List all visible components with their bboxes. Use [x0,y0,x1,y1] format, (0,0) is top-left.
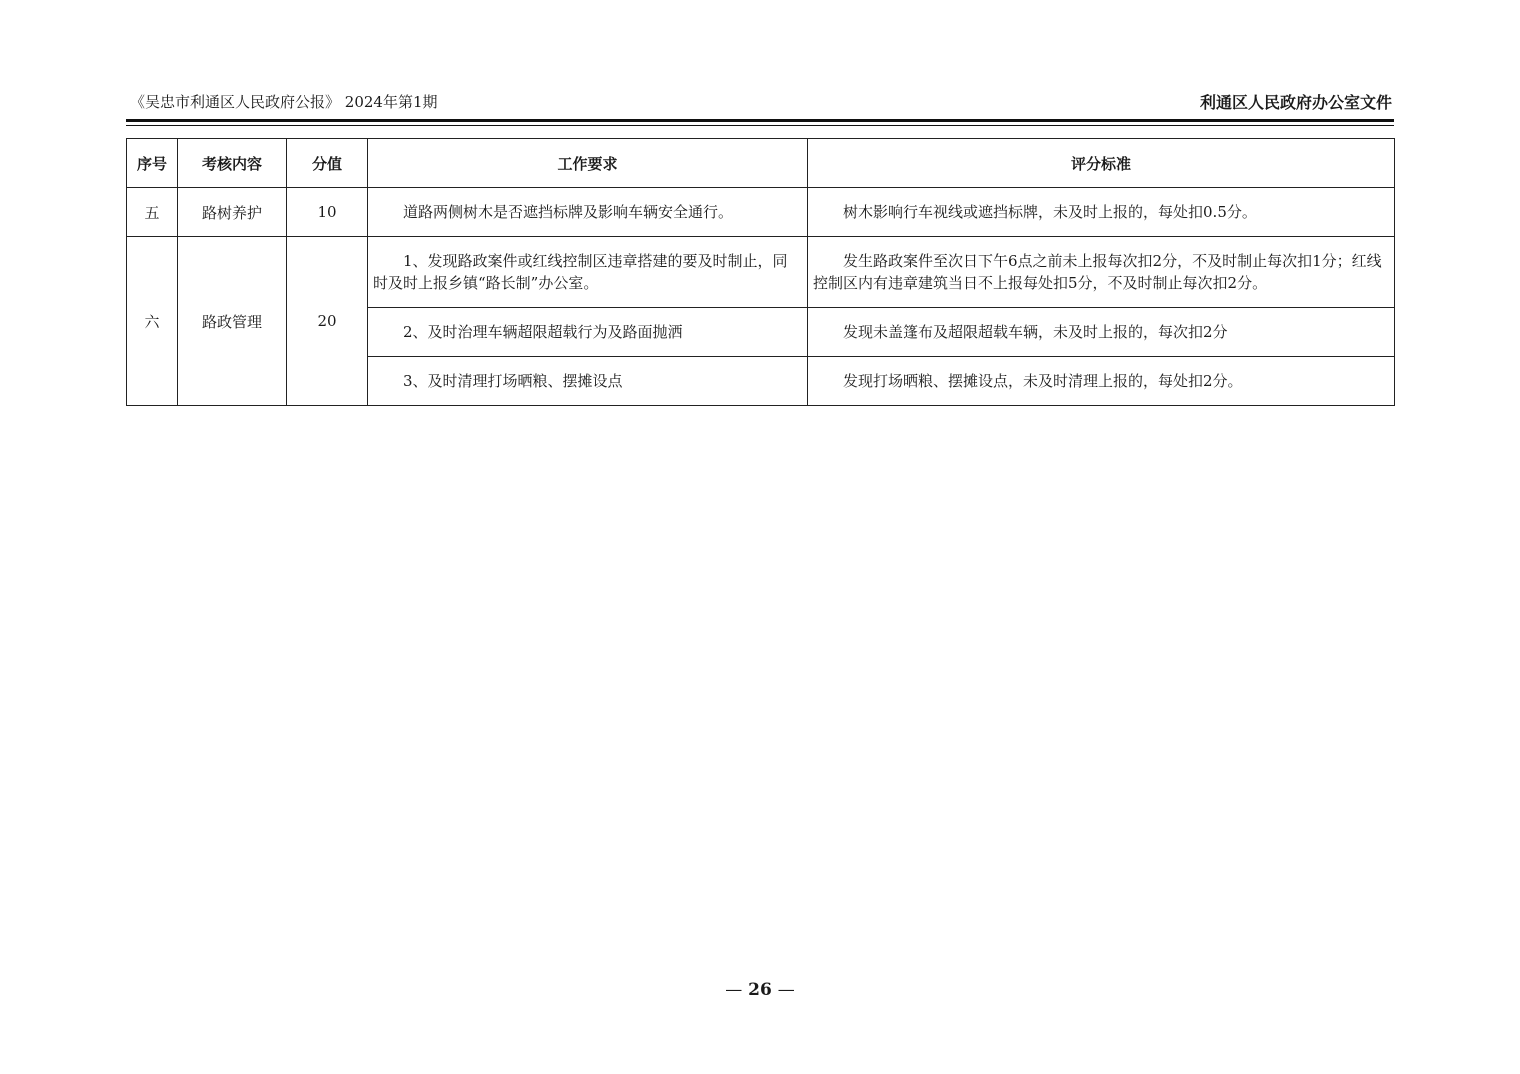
row-standard [808,308,1395,357]
page-number [0,980,1520,1000]
row-number: 六 [127,237,178,406]
standard-text: 发现未盖篷布及超限超载车辆，未及时上报的，每次扣2分 [843,323,1228,341]
row-requirement [368,188,808,237]
requirement-text: 1、发现路政案件或红线控制区违章搭建的要及时制止，同时及时上报乡镇“路长制”办公室。 [373,252,788,292]
requirement-text: 3、及时清理打场晒粮、摆摊设点 [403,372,623,390]
header-number: 序号 [127,139,178,188]
office-label: 利通区人民政府办公室文件 [1199,93,1392,112]
table-row [127,237,1395,308]
row-score: 10 [287,188,368,237]
header-rule-thick [126,119,1394,122]
row-requirement [368,357,808,406]
standard-text: 发生路政案件至次日下午6点之前未上报每次扣2分，不及时制止每次扣1分；红线控制区内有违章建筑当日不上报每处扣5分，不及时制止每次扣2分。 [813,252,1382,292]
header-rule-thin [126,125,1394,126]
row-score: 20 [287,237,368,406]
row-requirement [368,237,808,308]
standard-text: 发现打场晒粮、摆摊设点，未及时清理上报的，每处扣2分。 [843,372,1243,390]
row-item: 路树养护 [178,188,287,237]
row-number: 五 [127,188,178,237]
standard-text: 树木影响行车视线或遮挡标牌，未及时上报的，每处扣0.5分。 [843,203,1257,221]
header-requirement: 工作要求 [368,139,808,188]
table-row [127,188,1395,237]
page-number-value: 26 [748,980,772,1000]
page-dash-left: — [725,980,743,1000]
table-header-row [127,139,1395,188]
row-standard [808,357,1395,406]
row-standard [808,237,1395,308]
header-standard: 评分标准 [808,139,1395,188]
requirement-text: 道路两侧树木是否遮挡标牌及影响车辆安全通行。 [403,203,734,221]
journal-title: 《吴忠市利通区人民政府公报》 2024年第1期 [130,93,438,111]
assessment-table [126,138,1395,406]
requirement-text: 2、及时治理车辆超限超载行为及路面抛洒 [403,323,683,341]
row-item: 路政管理 [178,237,287,406]
row-standard [808,188,1395,237]
row-requirement [368,308,808,357]
page-dash-right: — [777,980,795,1000]
header-score: 分值 [287,139,368,188]
header-item: 考核内容 [178,139,287,188]
